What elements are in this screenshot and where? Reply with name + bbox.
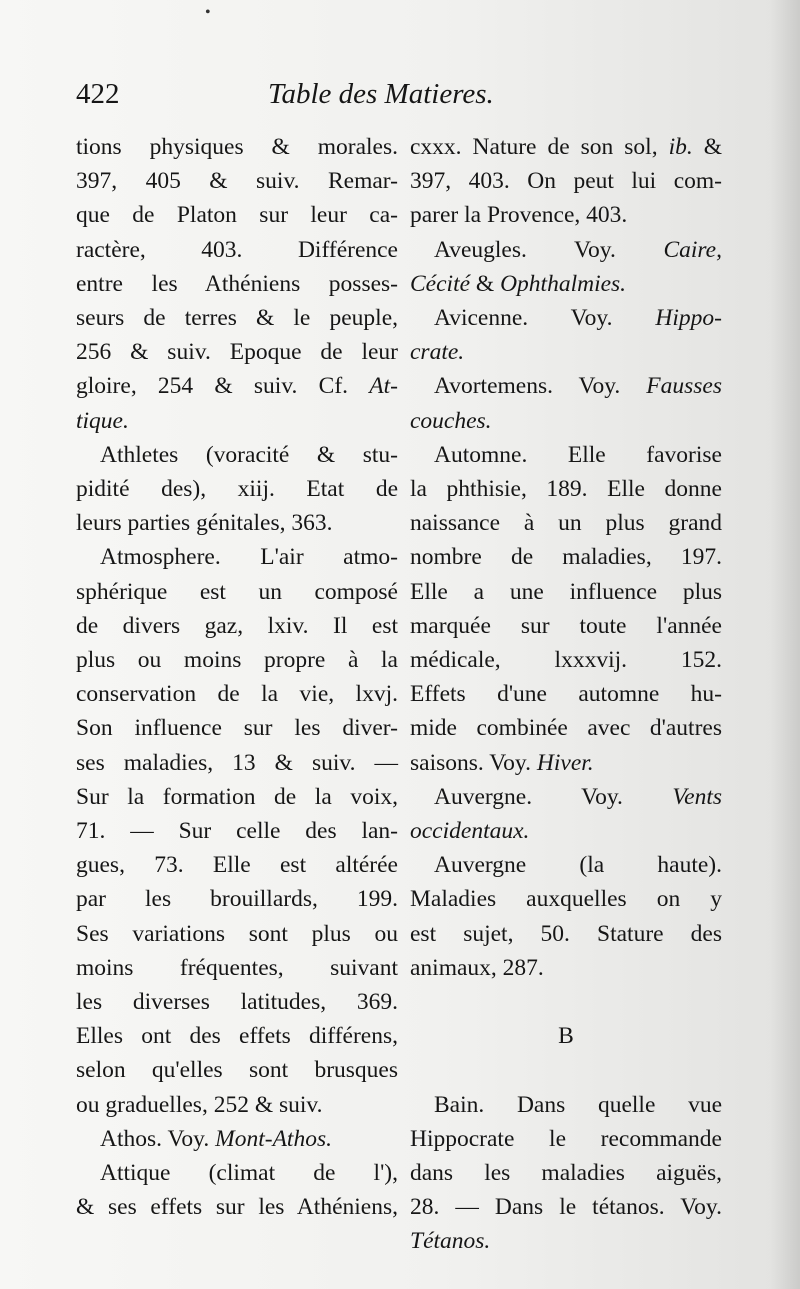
text-run: 256 & suiv. Epoque de leur — [76, 339, 398, 366]
text-run: pidité des), xiij. Etat de — [76, 476, 398, 502]
text-line — [76, 369, 398, 403]
text-run: nombre de maladies, 197. — [410, 544, 722, 571]
text-line — [76, 198, 398, 232]
text-line — [410, 985, 722, 1019]
text-run: selon qu'elles sont brusques — [76, 1057, 398, 1084]
text-line — [410, 882, 722, 916]
text-line — [410, 164, 722, 198]
text-line — [410, 917, 722, 951]
text-line — [76, 711, 398, 745]
text-line — [410, 609, 722, 643]
text-run: que de Platon sur leur ca- — [76, 202, 398, 229]
text-run: Ses variations sont plus ou — [76, 920, 398, 947]
text-line — [76, 575, 398, 609]
text-run: les diverses latitudes, 369. — [76, 989, 398, 1015]
text-line — [434, 848, 722, 882]
text-run: de divers gaz, lxiv. Il est — [76, 612, 398, 639]
text-line — [100, 540, 398, 574]
text-run: & — [703, 134, 723, 160]
text-run: Auvergne (la haute). — [434, 852, 722, 879]
text-run: Maladies auxquelles on y — [410, 886, 722, 913]
text-line — [76, 1088, 398, 1122]
text-run: Avortemens. Voy. — [434, 373, 621, 400]
text-line — [410, 130, 722, 164]
text-line — [76, 301, 398, 335]
text-run: Auvergne. Voy. — [434, 783, 623, 810]
text-run: ractère, 403. Différence — [76, 236, 398, 263]
text-line — [410, 335, 722, 369]
text-run: parer la Provence, 403. — [410, 202, 628, 229]
text-line — [76, 985, 398, 1019]
text-line — [76, 643, 398, 677]
text-line — [76, 814, 398, 848]
text-run: & ses effets sur les Athéniens, — [76, 1194, 398, 1221]
italic-run: Hippo- — [655, 305, 722, 331]
text-run: 28. — Dans le tétanos. Voy. — [410, 1194, 722, 1221]
text-line — [410, 746, 722, 780]
text-run: Athos. Voy. — [100, 1125, 210, 1152]
text-line — [76, 951, 398, 985]
text-line — [76, 780, 398, 814]
text-run: seurs de terres & le peuple, — [76, 305, 398, 331]
text-line — [410, 814, 722, 848]
text-run: ses maladies, 13 & suiv. — — [76, 749, 398, 776]
text-line — [434, 1088, 722, 1122]
text-run: gues, 73. Elle est altérée — [76, 852, 398, 879]
text-line — [76, 1190, 398, 1224]
section-letter — [410, 1019, 722, 1053]
italic-run: crate. — [410, 339, 465, 366]
text-run: plus ou moins propre à la — [76, 647, 398, 673]
italic-run: Ophthalmies. — [500, 270, 627, 297]
text-run: Atmosphere. L'air atmo- — [100, 544, 398, 571]
text-run: 71. — Sur celle des lan- — [76, 818, 398, 844]
text-run: marquée sur toute l'année — [410, 612, 722, 639]
text-line — [76, 267, 398, 301]
text-line — [410, 575, 722, 609]
text-run: sphérique est un composé — [76, 578, 398, 605]
text-line — [410, 404, 722, 438]
text-line — [410, 677, 722, 711]
text-run: leurs parties génitales, 363. — [76, 510, 333, 537]
italic-run: tique. — [76, 407, 129, 434]
italic-run: Fausses — [646, 373, 722, 400]
text-line — [76, 677, 398, 711]
text-line — [76, 746, 398, 780]
text-run: conservation de la vie, lxvj. — [76, 681, 398, 708]
text-line — [410, 1156, 722, 1190]
text-run: est sujet, 50. Stature des — [410, 920, 722, 947]
italic-run: Cécité — [410, 270, 471, 297]
text-line — [410, 951, 722, 985]
text-line — [76, 882, 398, 916]
text-run: Effets d'une automne hu- — [410, 681, 722, 708]
text-run: saisons. Voy. — [410, 749, 532, 776]
text-run: par les brouillards, 199. — [76, 886, 398, 913]
italic-run: Vents — [672, 783, 722, 810]
text-line — [410, 711, 722, 745]
page-number: 422 — [76, 78, 120, 110]
text-run: moins fréquentes, suivant — [76, 954, 398, 981]
text-run: la phthisie, 189. Elle donne — [410, 476, 722, 502]
text-line — [410, 643, 722, 677]
text-line — [76, 506, 398, 540]
text-line — [100, 1122, 398, 1156]
text-line — [76, 335, 398, 369]
text-line — [76, 1053, 398, 1087]
text-run: mide combinée avec d'autres — [410, 715, 722, 742]
text-line — [410, 506, 722, 540]
text-line — [410, 198, 722, 232]
text-line — [434, 301, 722, 335]
text-run: Hippocrate le recommande — [410, 1125, 722, 1152]
italic-run: Tétanos. — [410, 1228, 491, 1255]
text-line — [410, 1053, 722, 1087]
text-run: entre les Athéniens posses- — [76, 270, 398, 297]
italic-run: Caire, — [663, 236, 722, 263]
page-edge-shadow — [770, 0, 800, 1289]
text-line — [434, 780, 722, 814]
text-run: cxxx. Nature de son sol, — [410, 134, 658, 160]
text-line — [410, 1224, 722, 1258]
text-run: 397, 405 & suiv. Remar- — [76, 168, 398, 195]
text-line — [410, 540, 722, 574]
text-run: animaux, 287. — [410, 954, 544, 981]
text-line — [434, 233, 722, 267]
text-line — [76, 164, 398, 198]
text-line — [76, 233, 398, 267]
text-run: Athletes (voracité & stu- — [100, 441, 398, 468]
text-line — [410, 1122, 722, 1156]
text-line — [410, 267, 722, 301]
text-line — [410, 472, 722, 506]
text-line — [100, 438, 398, 472]
text-run: Sur la formation de la voix, — [76, 783, 398, 810]
text-line — [76, 1019, 398, 1053]
italic-run: At- — [369, 373, 398, 400]
italic-run: Hiver. — [536, 749, 594, 776]
italic-run: occidentaux. — [410, 818, 530, 844]
text-line — [434, 438, 722, 472]
text-run: Avicenne. Voy. — [434, 305, 613, 331]
text-run: naissance à un plus grand — [410, 510, 722, 537]
text-run: Aveugles. Voy. — [434, 236, 616, 263]
text-line — [76, 917, 398, 951]
text-line — [76, 472, 398, 506]
text-run: & — [475, 270, 495, 297]
italic-run: ib. — [668, 134, 693, 160]
text-run: Elle a une influence plus — [410, 578, 722, 605]
text-run: gloire, 254 & suiv. Cf. — [76, 373, 349, 400]
text-line — [76, 130, 398, 164]
text-line — [410, 1190, 722, 1224]
text-run: Elles ont des effets différens, — [76, 1023, 398, 1050]
text-run: médicale, lxxxvij. 152. — [410, 647, 722, 673]
text-run: Automne. Elle favorise — [434, 441, 722, 468]
italic-run: couches. — [410, 407, 492, 434]
italic-run: Mont-Athos. — [215, 1125, 332, 1152]
text-line — [76, 848, 398, 882]
text-run: dans les maladies aiguës, — [410, 1160, 722, 1186]
text-run: ou graduelles, 252 & suiv. — [76, 1091, 323, 1118]
text-run: Attique (climat de l'), — [100, 1160, 398, 1186]
text-line — [76, 404, 398, 438]
running-title: Table des Matieres. — [268, 78, 494, 110]
text-run: tions physiques & morales. — [76, 134, 398, 160]
text-run: B — [558, 1023, 574, 1050]
top-mark: • — [205, 4, 211, 21]
text-run: Bain. Dans quelle vue — [434, 1091, 722, 1118]
text-line — [76, 609, 398, 643]
text-run: 397, 403. On peut lui com- — [410, 168, 722, 195]
text-run: Son influence sur les diver- — [76, 715, 398, 742]
text-line — [434, 369, 722, 403]
text-line — [100, 1156, 398, 1190]
